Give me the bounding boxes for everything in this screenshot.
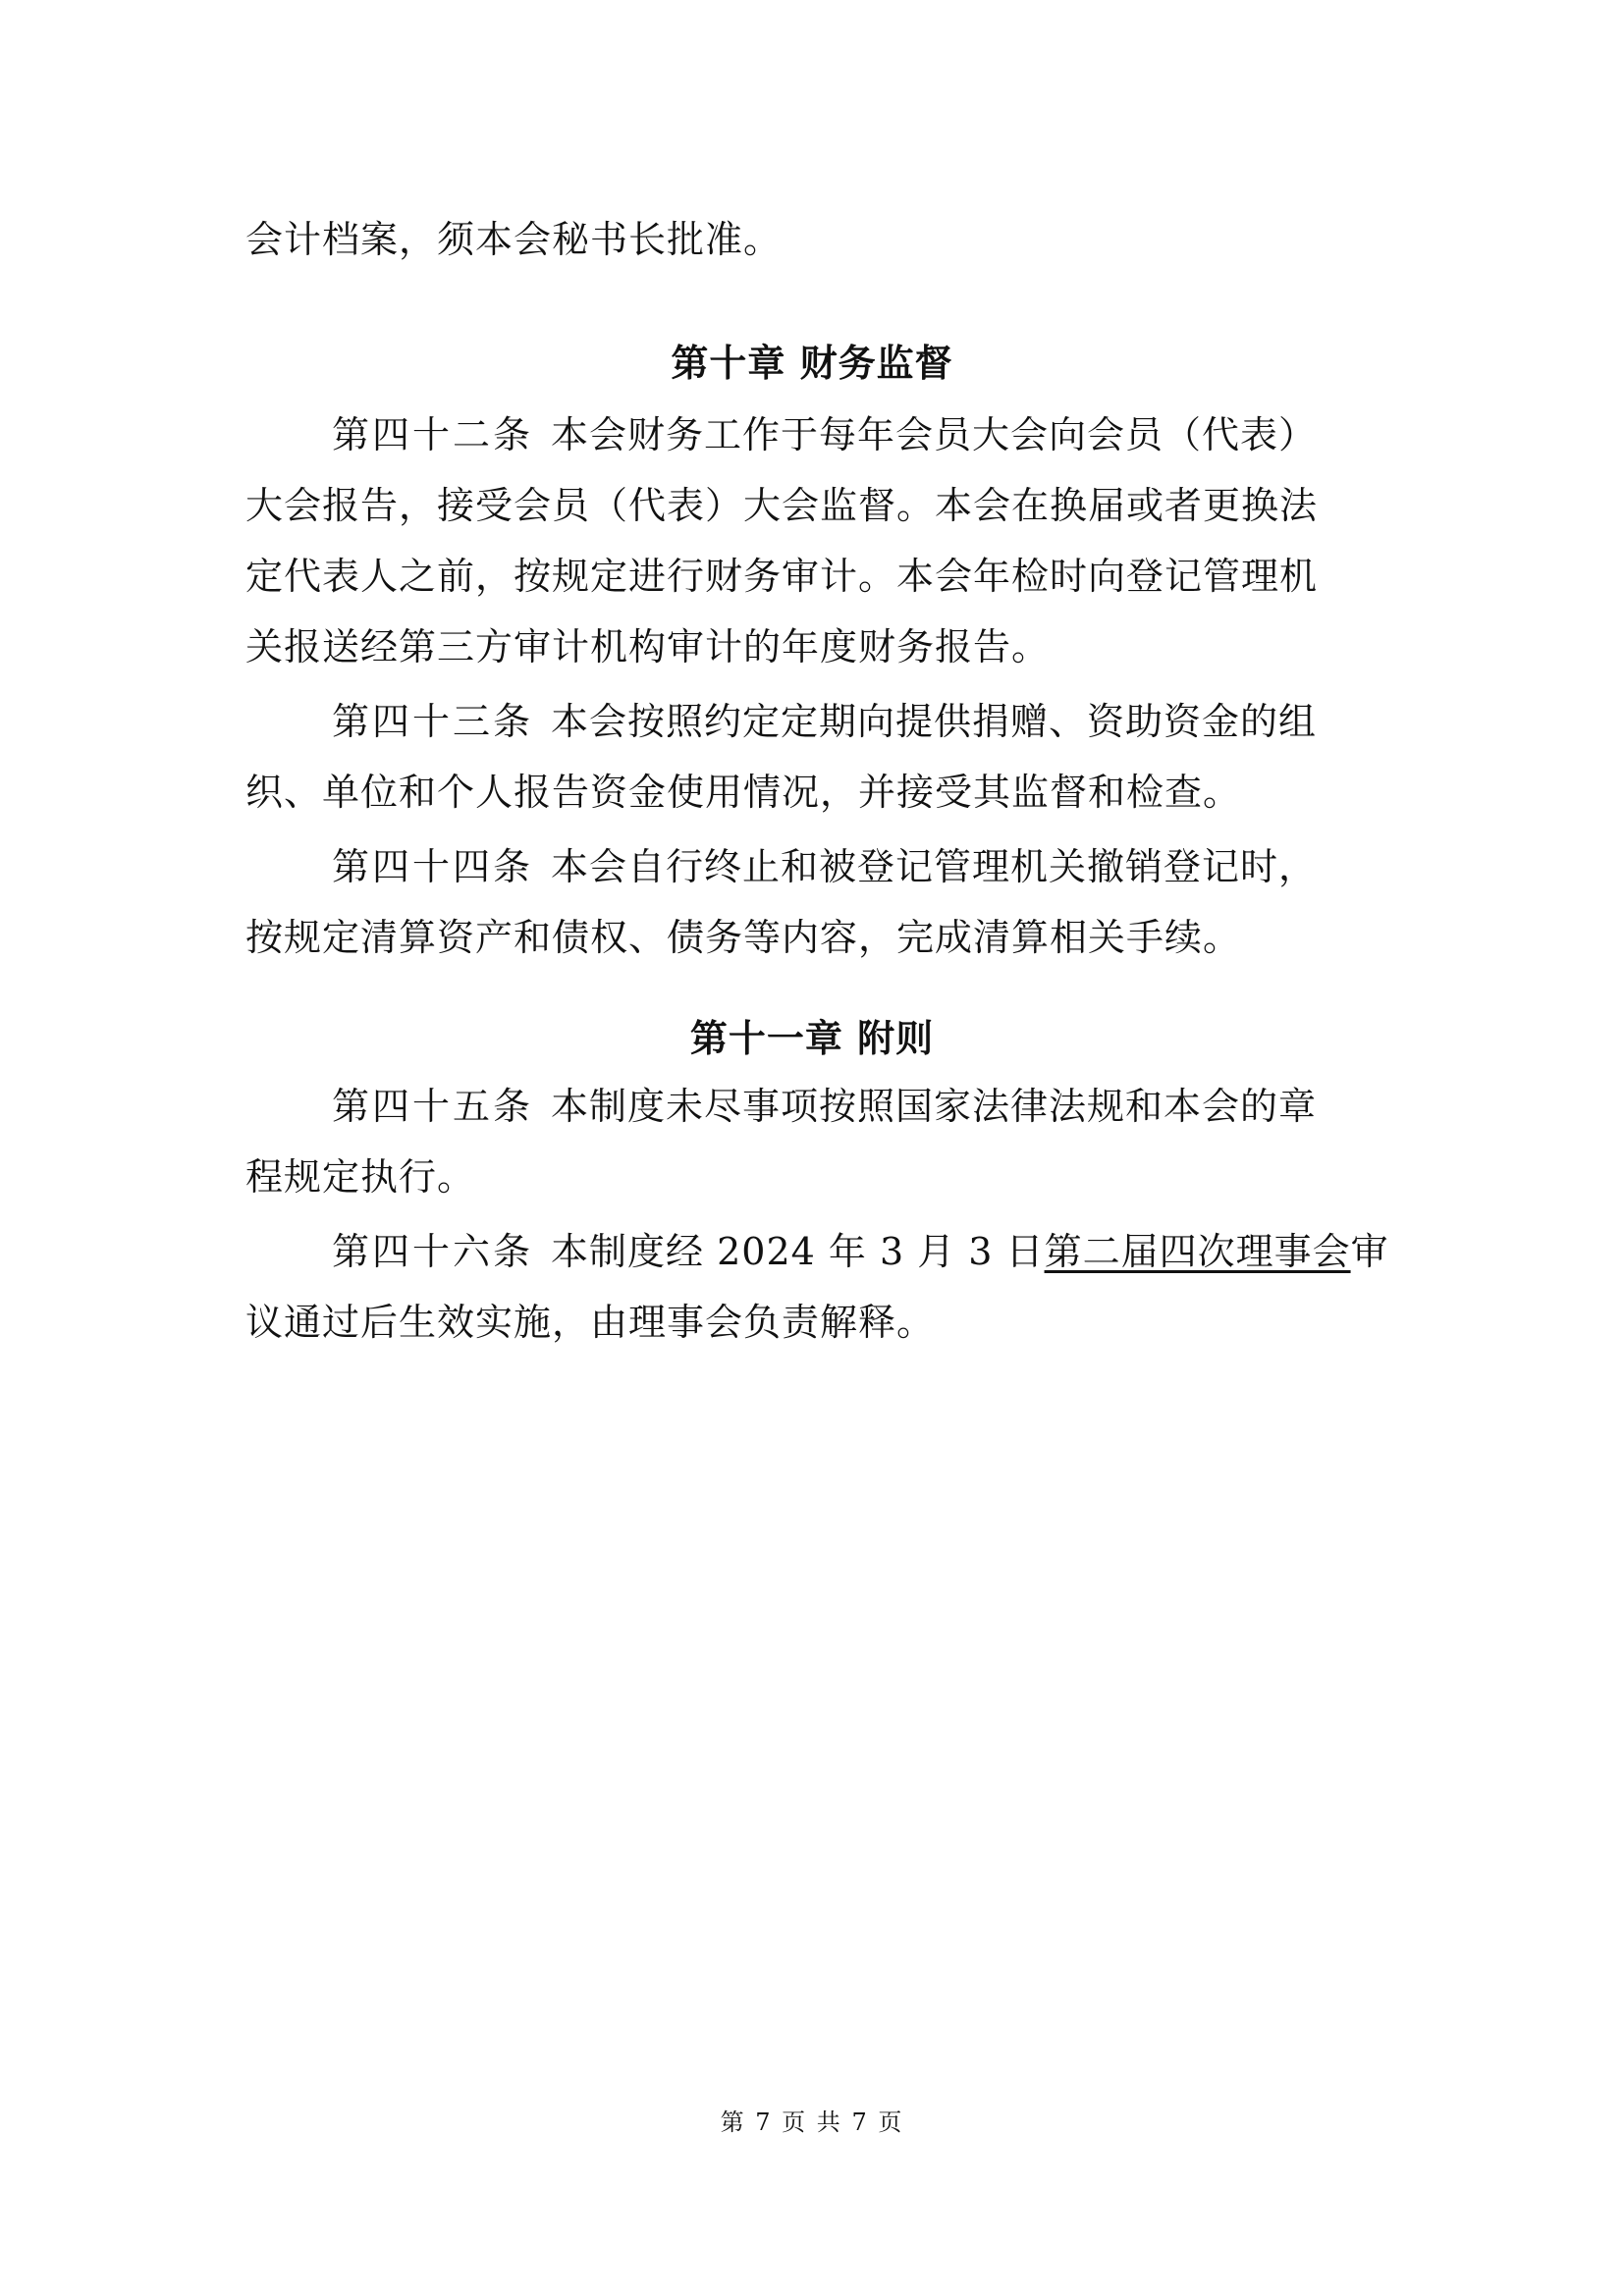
article-43-line-2: 织、单位和个人报告资金使用情况，并接受其监督和检查。 [245, 771, 1242, 814]
chapter-11-heading: 第十一章 附则 [689, 1017, 935, 1060]
article-44-line-2: 按规定清算资产和债权、债务等内容，完成清算相关手续。 [245, 916, 1242, 959]
article-42-line-3: 定代表人之前，按规定进行财务审计。本会年检时向登记管理机 [245, 555, 1319, 598]
article-43-line-1 [332, 694, 1384, 749]
article-46-line-1 [332, 1224, 1389, 1279]
article-45-line-2: 程规定执行。 [245, 1155, 476, 1199]
article-42-text: 本会财务工作于每年会员大会向会员（代表） [551, 413, 1318, 456]
article-45-text: 本制度未尽事项按照国家法律法规和本会的章 [551, 1085, 1318, 1128]
article-42-line-1 [332, 407, 1384, 462]
article-46-underlined-text: 第二届四次理事会 [1044, 1230, 1351, 1273]
article-45-line-1 [332, 1079, 1384, 1134]
article-42-label: 第四十二条 [332, 413, 534, 456]
article-44-line-1 [332, 839, 1384, 894]
article-42-line-4: 关报送经第三方审计机构审计的年度财务报告。 [245, 625, 1051, 668]
page-footer: 第 7 页 共 7 页 [720, 2109, 904, 2136]
article-45-label: 第四十五条 [332, 1085, 534, 1128]
article-46-label: 第四十六条 [332, 1230, 534, 1273]
article-46-text-prefix: 本制度经 2024 年 3 月 3 日 [551, 1230, 1045, 1273]
carryover-paragraph: 会计档案，须本会秘书长批准。 [245, 218, 783, 261]
article-46-text-suffix: 审 [1350, 1230, 1389, 1273]
article-44-text: 本会自行终止和被登记管理机关撤销登记时， [551, 845, 1318, 888]
article-42-line-2: 大会报告，接受会员（代表）大会监督。本会在换届或者更换法 [245, 484, 1319, 527]
article-44-label: 第四十四条 [332, 845, 534, 888]
article-43-text: 本会按照约定定期向提供捐赠、资助资金的组 [551, 700, 1318, 743]
article-43-label: 第四十三条 [332, 700, 534, 743]
chapter-10-heading: 第十章 财务监督 [671, 342, 953, 385]
article-46-line-2: 议通过后生效实施，由理事会负责解释。 [245, 1301, 936, 1344]
